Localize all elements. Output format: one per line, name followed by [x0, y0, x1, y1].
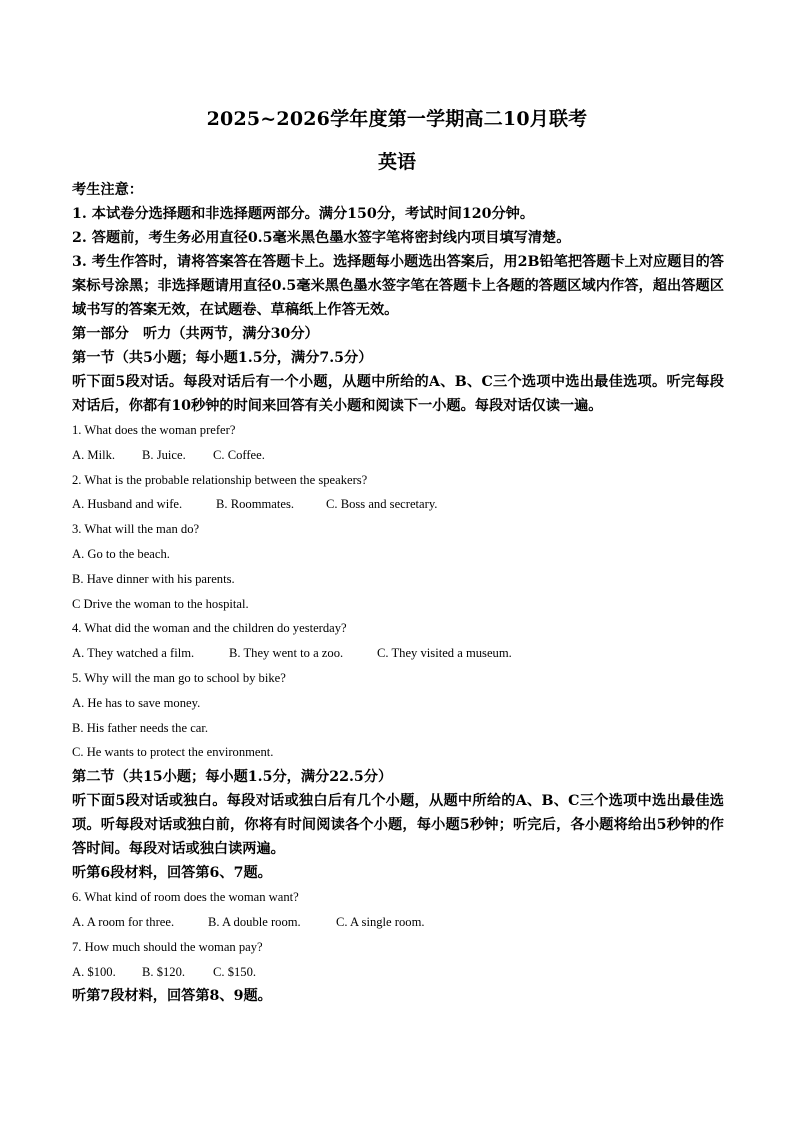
question-1-stem: 1. What does the woman prefer? — [72, 423, 236, 437]
question-3-option-c: C Drive the woman to the hospital. — [72, 596, 249, 611]
option-b: B. $120. — [142, 964, 186, 979]
option-c: C. A single room. — [336, 914, 425, 929]
question-2-options — [72, 492, 724, 517]
question-2-stem: 2. What is the probable relationship between the speakers? — [72, 472, 368, 487]
option-a: A. Husband and wife. — [72, 497, 183, 512]
section2-heading: 第二节（共15小题；每小题1.5分，满分22.5分） — [72, 769, 393, 786]
option-c: C. Boss and secretary. — [326, 497, 438, 512]
question-7-stem: 7. How much should the woman pay? — [72, 939, 263, 954]
question-5-option-a: A. He has to save money. — [72, 695, 201, 710]
question-1-options — [72, 443, 724, 468]
option-c: C. $150. — [213, 964, 257, 979]
exam-content — [72, 178, 724, 1008]
question-4-stem: 4. What did the woman and the children do yesterday? — [72, 621, 347, 636]
question-3-stem: 3. What will the man do? — [72, 522, 200, 537]
question-7-options — [72, 960, 724, 985]
notice-item-1: 1. 本试卷分选择题和非选择题两部分。满分150分，考试时间120分钟。 — [72, 206, 535, 222]
question-3-option-b: B. Have dinner with his parents. — [72, 571, 235, 586]
question-5-option-c: C. He wants to protect the environment. — [72, 745, 274, 760]
option-b: B. A double room. — [208, 914, 301, 929]
material-6-label: 听第6段材料，回答第6、7题。 — [72, 865, 272, 882]
notice-item-2: 2. 答题前，考生务必用直径0.5毫米黑色墨水签字笔将密封线内项目填写清楚。 — [72, 230, 571, 246]
subject-title: 英语 — [377, 151, 416, 173]
option-a: A. Milk. — [72, 447, 116, 462]
question-6-stem: 6. What kind of room does the woman want? — [72, 890, 299, 905]
question-4-options — [72, 641, 724, 666]
option-b: B. Juice. — [142, 447, 186, 462]
option-a: A. A room for three. — [72, 914, 175, 929]
section2-instructions: 听下面5段对话或独白。每段对话或独白后有几个小题，从题中所给的A、B、C三个选项中选出最佳选项。听每段对话或独白前，你将有时间阅读各个小题，每小题5秒钟；听完后，各小题将给出5秒钟的作答时间。每段对话或独白读两遍。 — [72, 793, 724, 858]
question-6-options — [72, 910, 724, 935]
section1-instructions: 听下面5段对话。每段对话后有一个小题，从题中所给的A、B、C三个选项中选出最佳选项。听完每段对话后，你都有10秒钟的时间来回答有关小题和阅读下一小题。每段对话仅读一遍。 — [72, 374, 724, 414]
material-7-label: 听第7段材料，回答第8、9题。 — [72, 988, 272, 1005]
question-5-option-b: B. His father needs the car. — [72, 720, 209, 735]
option-a: A. $100. — [72, 964, 116, 979]
question-5-stem: 5. Why will the man go to school by bike? — [72, 670, 286, 685]
section1-heading: 第一节（共5小题；每小题1.5分，满分7.5分） — [72, 350, 373, 366]
exam-title: 2025~2026学年度第一学期高二10月联考 — [206, 108, 588, 130]
option-c: C. They visited a museum. — [377, 646, 512, 661]
option-a: A. They watched a film. — [72, 646, 195, 661]
notice-heading: 考生注意： — [72, 182, 143, 198]
option-c: C. Coffee. — [213, 447, 265, 462]
question-3-option-a: A. Go to the beach. — [72, 546, 170, 561]
option-b: B. Roommates. — [216, 497, 295, 512]
option-b: B. They went to a zoo. — [229, 646, 344, 661]
part1-heading: 第一部分 听力（共两节，满分30分） — [72, 326, 319, 342]
notice-item-3: 3. 考生作答时，请将答案答在答题卡上。选择题每小题选出答案后，用2B铅笔把答题卡上对应题目的答案标号涂黑；非选择题请用直径0.5毫米黑色墨水签字笔在答题卡上各题的答题区域内作答，超出答题区域书写的答案无效，在试题卷、草稿纸上作答无效。 — [72, 254, 724, 318]
